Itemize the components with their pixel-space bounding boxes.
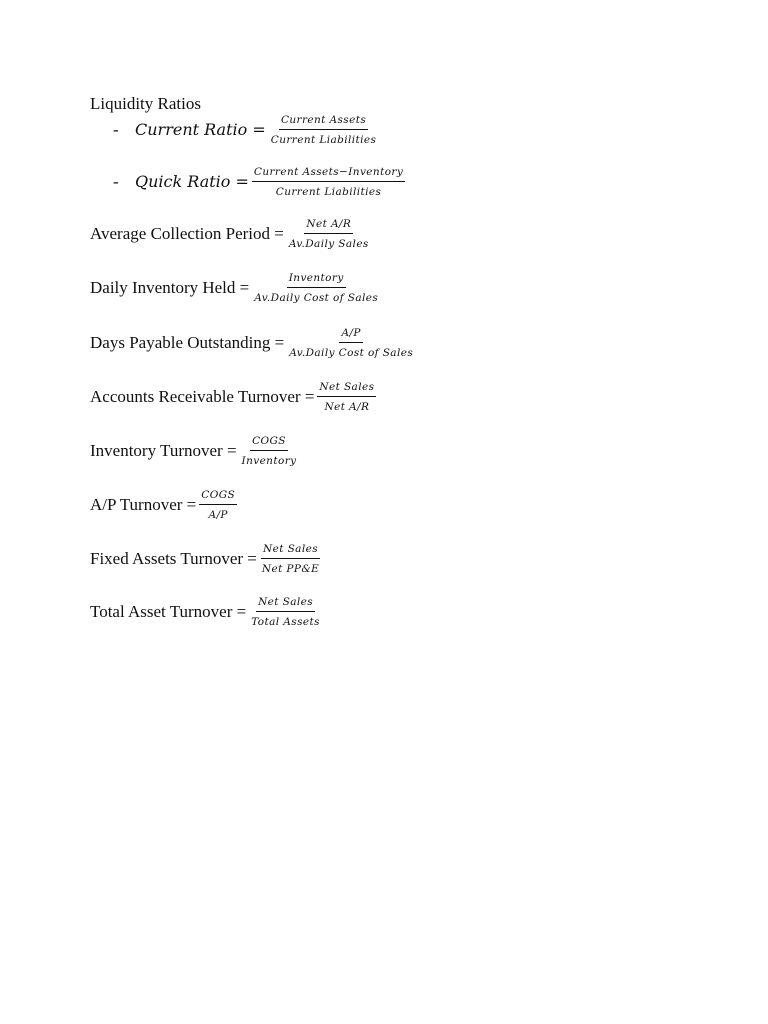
fraction-numerator: Current Assets−Inventory xyxy=(252,165,405,182)
fraction-numerator: COGS xyxy=(250,434,288,451)
fraction-numerator: Net Sales xyxy=(317,380,376,397)
fraction xyxy=(287,326,415,360)
formula-quick-ratio xyxy=(113,162,405,202)
fraction xyxy=(252,271,380,305)
fraction-denominator: Total Assets xyxy=(251,616,320,628)
fraction-numerator: Current Assets xyxy=(279,113,368,130)
formula-accounts-receivable-turnover xyxy=(90,377,376,417)
formula-fixed-assets-turnover xyxy=(90,539,321,579)
fraction xyxy=(287,217,371,251)
bullet-dash: - xyxy=(113,172,119,191)
fraction-numerator: Inventory xyxy=(287,271,346,288)
fraction xyxy=(252,165,405,199)
formula-lead: Average Collection Period = xyxy=(90,224,284,243)
fraction-denominator: A/P xyxy=(208,509,228,521)
fraction xyxy=(269,113,379,147)
formula-lead: Current Ratio = xyxy=(135,120,266,139)
fraction-denominator: Net PP&E xyxy=(261,563,320,575)
formula-current-ratio xyxy=(113,110,378,150)
formula-days-payable-outstanding xyxy=(90,323,415,363)
bullet-dash: - xyxy=(113,120,119,139)
fraction xyxy=(260,542,321,576)
fraction-numerator: Net Sales xyxy=(256,595,315,612)
fraction-denominator: Av.Daily Cost of Sales xyxy=(254,292,379,304)
fraction-denominator: Av.Daily Sales xyxy=(288,238,369,250)
fraction-denominator: Av.Daily Cost of Sales xyxy=(289,347,414,359)
fraction-numerator: A/P xyxy=(339,326,362,343)
fraction xyxy=(199,488,237,522)
formula-lead: Quick Ratio = xyxy=(135,172,249,191)
formula-lead: Daily Inventory Held = xyxy=(90,278,250,297)
formula-average-collection-period xyxy=(90,214,371,254)
formula-lead: A/P Turnover = xyxy=(90,495,197,514)
fraction-numerator: Net Sales xyxy=(261,542,320,559)
fraction-denominator: Current Liabilities xyxy=(270,134,377,146)
formula-lead: Fixed Assets Turnover = xyxy=(90,549,257,568)
formula-lead: Accounts Receivable Turnover = xyxy=(90,387,315,406)
fraction xyxy=(317,380,376,414)
formula-daily-inventory-held xyxy=(90,268,380,308)
fraction-denominator: Net A/R xyxy=(324,401,370,413)
fraction-denominator: Inventory xyxy=(241,455,297,467)
formula-inventory-turnover xyxy=(90,431,298,471)
fraction-denominator: Current Liabilities xyxy=(275,186,382,198)
formula-lead: Inventory Turnover = xyxy=(90,441,237,460)
fraction xyxy=(249,595,322,629)
formula-lead: Total Asset Turnover = xyxy=(90,602,247,621)
formula-lead: Days Payable Outstanding = xyxy=(90,333,285,352)
fraction xyxy=(240,434,299,468)
fraction-numerator: Net A/R xyxy=(304,217,353,234)
formula-total-asset-turnover xyxy=(90,592,322,632)
section-heading: Liquidity Ratios xyxy=(90,94,201,113)
fraction-numerator: COGS xyxy=(199,488,237,505)
formula-ap-turnover xyxy=(90,485,237,525)
